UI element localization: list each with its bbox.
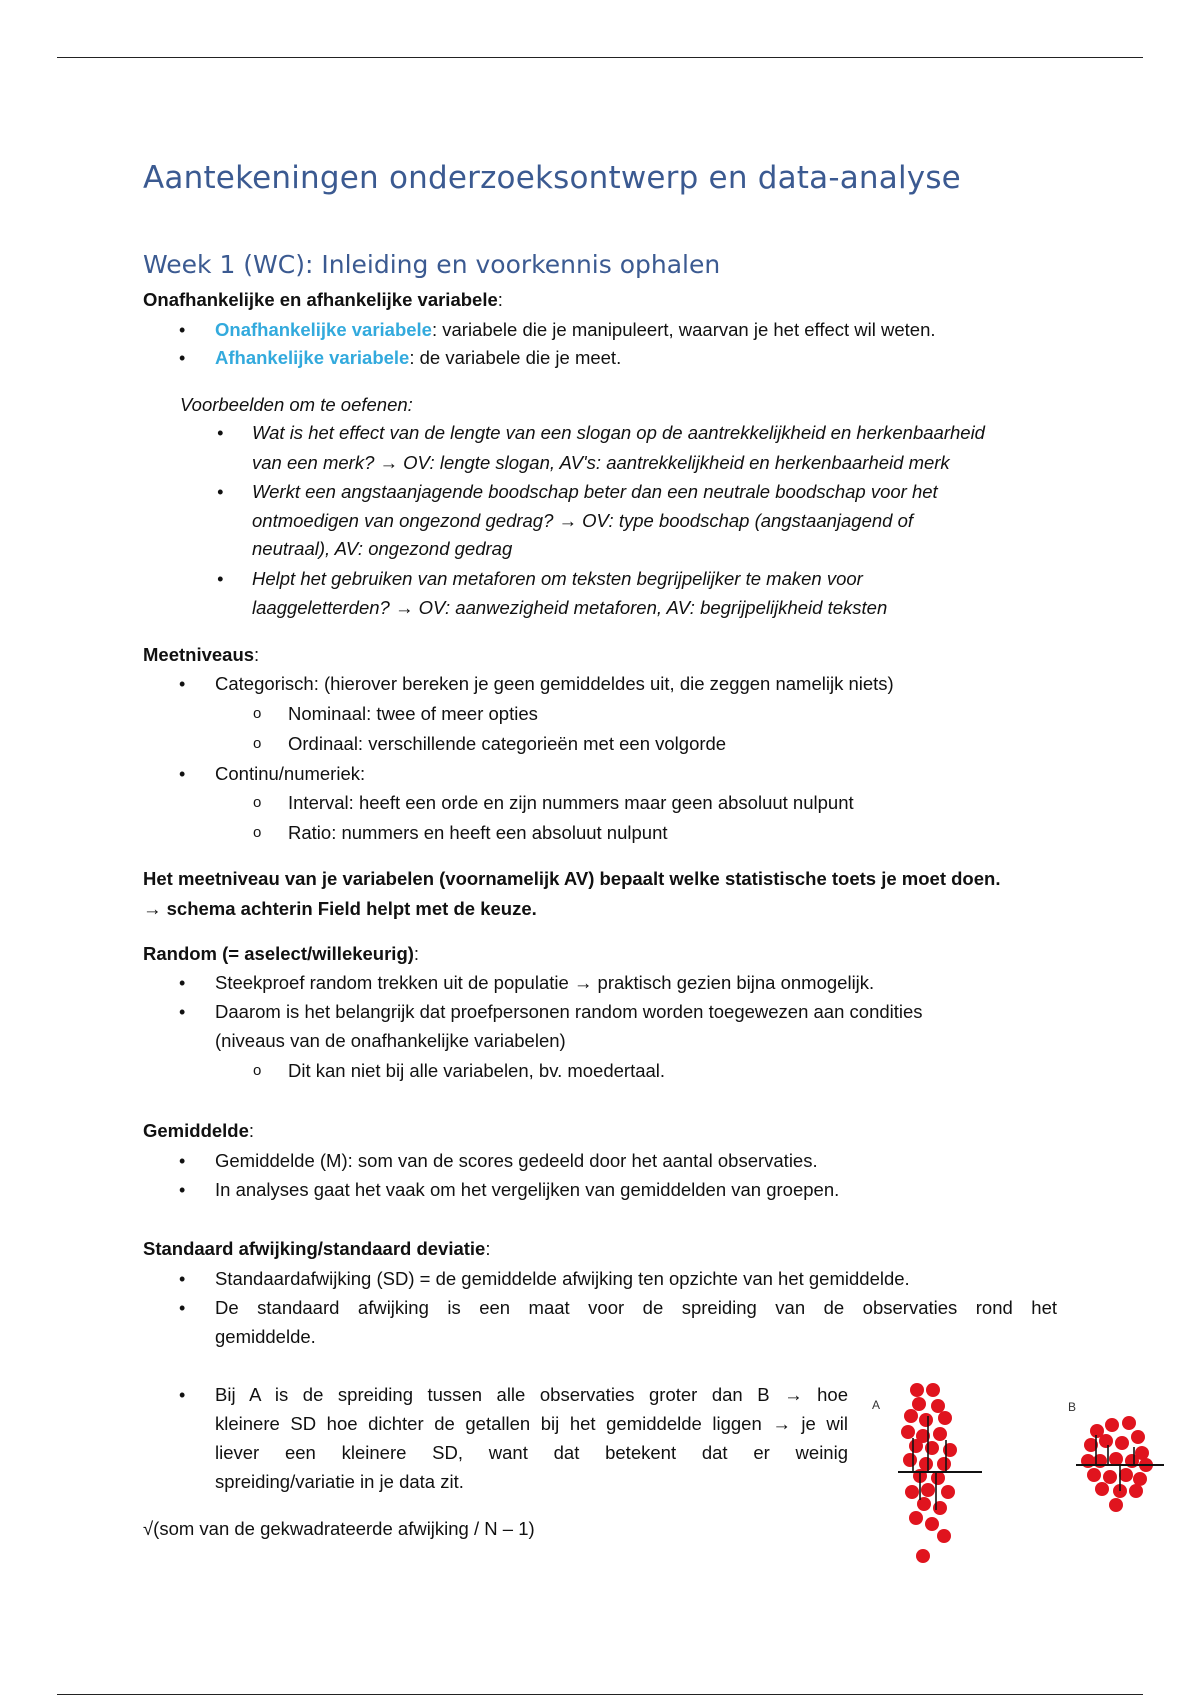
list-item-cont: gemiddelde. [215,1326,316,1347]
bullet: • [179,320,186,340]
sub-bullet: o [253,705,262,722]
scatter-dot [937,1457,951,1471]
scatter-dot [925,1517,939,1531]
bullet: • [179,674,186,694]
scatter-dot [909,1511,923,1525]
page-title: Aantekeningen onderzoeksontwerp en data-analyse [143,160,961,196]
list-item: Categorisch: (hierover bereken je geen gemiddeldes uit, die zeggen namelijk niets) [215,673,894,694]
scatter-dot [1115,1436,1129,1450]
scatter-dot [1105,1418,1119,1432]
scatter-dot [909,1439,923,1453]
bullet: • [179,348,186,368]
scatter-dot [903,1453,917,1467]
example-line: Wat is het effect van de lengte van een slogan op de aantrekkelijkheid en herkenbaarheid [252,422,985,443]
section-heading-gemiddelde: Gemiddelde: [143,1120,255,1141]
bullet: • [179,1269,186,1289]
sub-item: Nominaal: twee of meer opties [288,703,538,724]
scatter-dot [910,1383,924,1397]
list-item: Continu/numeriek: [215,763,366,784]
scatter-dot [1129,1484,1143,1498]
scatter-dot [933,1501,947,1515]
scatter-dot [912,1397,926,1411]
bold-note: → schema achterin Field helpt met de keuze. [143,898,537,919]
list-item-cont: (niveaus van de onafhankelijke variabelen) [215,1030,566,1051]
scatter-dot [1133,1472,1147,1486]
scatter-dot [1131,1430,1145,1444]
scatter-figure-b [1060,1395,1170,1520]
scatter-dot [1109,1498,1123,1512]
bold-note: Het meetniveau van je variabelen (voornamelijk AV) bepaalt welke statistische toets je moet doen. [143,868,1001,889]
sd-formula: √(som van de gekwadrateerde afwijking / N – 1) [143,1518,535,1539]
scatter-dot [919,1457,933,1471]
section-heading-random: Random (= aselect/willekeurig): [143,943,420,964]
scatter-dot [943,1443,957,1457]
scatter-dot [1095,1482,1109,1496]
section-heading-variabelen: Onafhankelijke en afhankelijke variabele: [143,289,503,310]
scatter-dot [905,1485,919,1499]
scatter-dot [1109,1452,1123,1466]
example-line: ontmoedigen van ongezond gedrag? → OV: type boodschap (angstaanjagend of [252,510,914,531]
list-item-cont: liever een kleinere SD, want dat betekent dat er weinig [215,1442,848,1463]
list-item: In analyses gaat het vaak om het vergelijken van gemiddelden van groepen. [215,1179,840,1200]
sub-item: Interval: heeft een orde en zijn nummers maar geen absoluut nulpunt [288,792,854,813]
scatter-dot [1087,1468,1101,1482]
sub-item: Dit kan niet bij alle variabelen, bv. moedertaal. [288,1060,666,1081]
example-line: laaggeletterden? → OV: aanwezigheid metaforen, AV: begrijpelijkheid teksten [252,597,888,618]
list-item: Bij A is de spreiding tussen alle observaties groter dan B → hoe [215,1384,848,1405]
section-heading-meetniveaus: Meetniveaus: [143,644,260,665]
bullet: • [179,1298,186,1318]
example-line: Helpt het gebruiken van metaforen om teksten begrijpelijker te maken voor [252,568,863,589]
sub-item: Ratio: nummers en heeft een absoluut nulpunt [288,822,668,843]
scatter-dot [937,1529,951,1543]
section-heading-sd: Standaard afwijking/standaard deviatie: [143,1238,491,1259]
example-line: van een merk? → OV: lengte slogan, AV's: aantrekkelijkheid en herkenbaarheid merk [252,452,950,473]
bullet: • [217,423,224,443]
scatter-dot [904,1409,918,1423]
scatter-dot [933,1427,947,1441]
scatter-figure-a [868,1380,988,1565]
example-line: Werkt een angstaanjagende boodschap beter dan een neutrale boodschap voor het [252,481,938,502]
list-item-cont: kleinere SD hoe dichter de getallen bij het gemiddelde liggen → je wil [215,1413,848,1434]
scatter-dot [919,1413,933,1427]
scatter-dot [925,1441,939,1455]
sub-bullet: o [253,1062,262,1079]
example-line: neutraal), AV: ongezond gedrag [252,538,513,559]
footer-rule [57,1694,1143,1695]
sub-bullet: o [253,794,262,811]
bullet: • [179,1180,186,1200]
scatter-dot [1103,1470,1117,1484]
list-item: De standaard afwijking is een maat voor de spreiding van de observaties rond het [215,1297,1057,1318]
scatter-dot [938,1411,952,1425]
bullet: • [217,482,224,502]
scatter-dot [917,1497,931,1511]
scatter-dot [916,1549,930,1563]
week-heading: Week 1 (WC): Inleiding en voorkennis ophalen [143,250,721,279]
list-item-cont: spreiding/variatie in je data zit. [215,1471,464,1492]
scatter-dot [931,1471,945,1485]
figure-label-b: B [1068,1400,1077,1414]
scatter-dot [1122,1416,1136,1430]
sub-item: Ordinaal: verschillende categorieën met een volgorde [288,733,727,754]
list-item: Gemiddelde (M): som van de scores gedeeld door het aantal observaties. [215,1150,818,1171]
examples-label: Voorbeelden om te oefenen: [180,394,413,415]
scatter-dot [901,1425,915,1439]
scatter-dot [931,1399,945,1413]
figure-label-a: A [872,1398,881,1412]
bullet: • [217,569,224,589]
scatter-dot [921,1483,935,1497]
bullet: • [179,1002,186,1022]
scatter-dot [926,1383,940,1397]
scatter-dot [1119,1468,1133,1482]
list-item: Afhankelijke variabele: de variabele die je meet. [215,347,622,368]
list-item: Onafhankelijke variabele: variabele die je manipuleert, waarvan je het effect wil weten. [215,319,936,340]
sub-bullet: o [253,824,262,841]
header-rule [57,57,1143,58]
list-item: Daarom is het belangrijk dat proefpersonen random worden toegewezen aan condities [215,1001,923,1022]
sub-bullet: o [253,735,262,752]
scatter-dot [941,1485,955,1499]
scatter-dot [1099,1434,1113,1448]
bullet: • [179,1151,186,1171]
bullet: • [179,1385,186,1405]
list-item: Steekproef random trekken uit de populatie → praktisch gezien bijna onmogelijk. [215,972,875,993]
bullet: • [179,764,186,784]
bullet: • [179,973,186,993]
list-item: Standaardafwijking (SD) = de gemiddelde afwijking ten opzichte van het gemiddelde. [215,1268,910,1289]
